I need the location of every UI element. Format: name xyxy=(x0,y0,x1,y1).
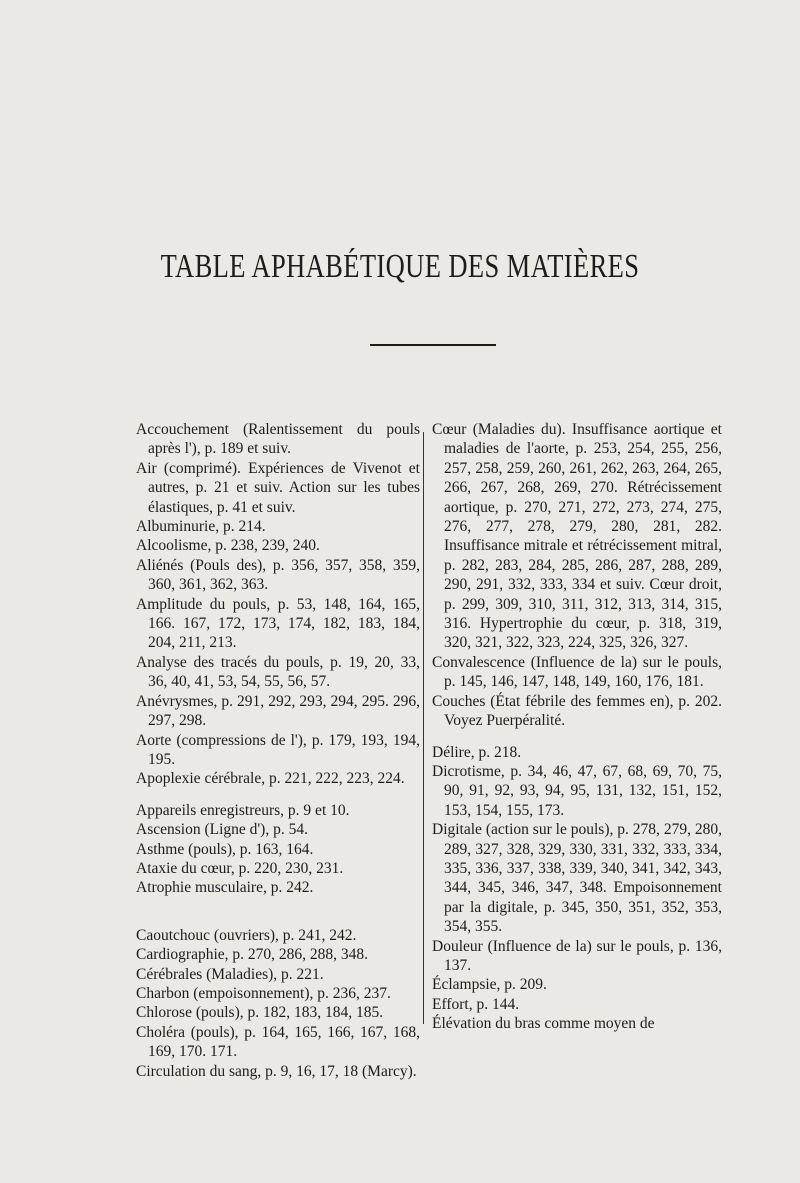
index-entry: Cœur (Maladies du). Insuffisance aortique et maladies de l'aorte, p. 253, 254, 255, 256, 257, 258, 259, 260, 261, 262, 263, 264, 265, 266, 267, 268, 269, 270. Rétrécissement aortique, p. 270, 271, 272, 273, 274, 275, 276, 277, 278, 279, 280, 281, 282. Insuffisance mitrale et rétrécissement mitral, p. 282, 283, 284, 285, 286, 287, 288, 289, 290, 291, 332, 333, 334 et suiv. Cœur droit, p. 299, 309, 310, 311, 312, 313, 314, 315, 316. Hypertrophie du cœur, p. 318, 319, 320, 321, 322, 323, 224, 325, 326, 327. xyxy=(432,421,722,652)
index-entry: Cardiographie, p. 270, 286, 288, 348. xyxy=(136,946,369,964)
index-entry: Caoutchouc (ouvriers), p. 241, 242. xyxy=(136,926,357,944)
index-entry: Ataxie du cœur, p. 220, 230, 231. xyxy=(136,859,344,877)
index-entry: Cérébrales (Maladies), p. 221. xyxy=(136,965,324,983)
index-entry: Convalescence (Influence de la) sur le pouls, p. 145, 146, 147, 148, 149, 160, 176, 181. xyxy=(432,653,722,691)
index-entry: Élévation du bras comme moyen de xyxy=(432,1015,655,1033)
index-entry: Alcoolisme, p. 238, 239, 240. xyxy=(136,537,320,555)
page-title: TABLE APHABÉTIQUE DES MATIÈRES xyxy=(160,248,640,285)
index-column-left xyxy=(136,420,420,1081)
index-entry: Choléra (pouls), p. 164, 165, 166, 167, 168, 169, 170. 171. xyxy=(136,1023,420,1061)
index-entry: Charbon (empoisonnement), p. 236, 237. xyxy=(136,984,391,1002)
index-entry: Douleur (Influence de la) sur le pouls, p. 136, 137. xyxy=(432,937,722,974)
index-entry: Ascension (Ligne d'), p. 54. xyxy=(136,821,308,839)
index-entry: Accouchement (Ralentissement du pouls après l'), p. 189 et suiv. xyxy=(136,421,420,458)
index-entry: Air (comprimé). Expériences de Vivenot et autres, p. 21 et suiv. Action sur les tubes élastiques, p. 41 et suiv. xyxy=(136,459,420,516)
index-entry: Aorte (compressions de l'), p. 179, 193, 194, 195. xyxy=(136,731,420,768)
index-entry: Digitale (action sur le pouls), p. 278, 279, 280, 289, 327, 328, 329, 330, 331, 332, 333, 334, 335, 336, 337, 338, 339, 340, 341, 342, 343, 344, 345, 346, 347, 348. Empoisonnement par la digitale, p. 345, 350, 351, 352, 353, 354, 355. xyxy=(432,821,722,936)
index-entry: Aliénés (Pouls des), p. 356, 357, 358, 359, 360, 361, 362, 363. xyxy=(136,556,420,594)
index-entry: Chlorose (pouls), p. 182, 183, 184, 185. xyxy=(136,1004,384,1022)
index-entry: Circulation du sang, p. 9, 16, 17, 18 (Marcy). xyxy=(136,1062,417,1080)
index-column-right xyxy=(432,420,722,1034)
index-entry: Effort, p. 144. xyxy=(432,995,520,1013)
index-entry: Éclampsie, p. 209. xyxy=(432,976,547,994)
index-entry: Amplitude du pouls, p. 53, 148, 164, 165, 166. 167, 172, 173, 174, 182, 183, 184, 204, 211, 213. xyxy=(136,595,420,652)
index-entry: Asthme (pouls), p. 163, 164. xyxy=(136,840,314,858)
index-entry: Anévrysmes, p. 291, 292, 293, 294, 295. 296, 297, 298. xyxy=(136,692,420,730)
index-entry: Dicrotisme, p. 34, 46, 47, 67, 68, 69, 70, 75, 90, 91, 92, 93, 94, 95, 131, 132, 151, 152, 153, 154, 155, 173. xyxy=(432,762,722,819)
index-entry: Apoplexie cérébrale, p. 221, 222, 223, 224. xyxy=(136,770,405,788)
index-entry: Appareils enregistreurs, p. 9 et 10. xyxy=(136,801,350,819)
index-entry: Couches (État fébrile des femmes en), p. 202. Voyez Puerpéralité. xyxy=(432,692,722,730)
index-entry: Analyse des tracés du pouls, p. 19, 20, 33, 36, 40, 41, 53, 54, 55, 56, 57. xyxy=(136,653,420,691)
column-divider xyxy=(423,432,424,1024)
title-rule xyxy=(370,344,496,346)
index-entry: Atrophie musculaire, p. 242. xyxy=(136,879,314,897)
index-entry: Délire, p. 218. xyxy=(432,743,522,761)
index-entry: Albuminurie, p. 214. xyxy=(136,518,266,536)
